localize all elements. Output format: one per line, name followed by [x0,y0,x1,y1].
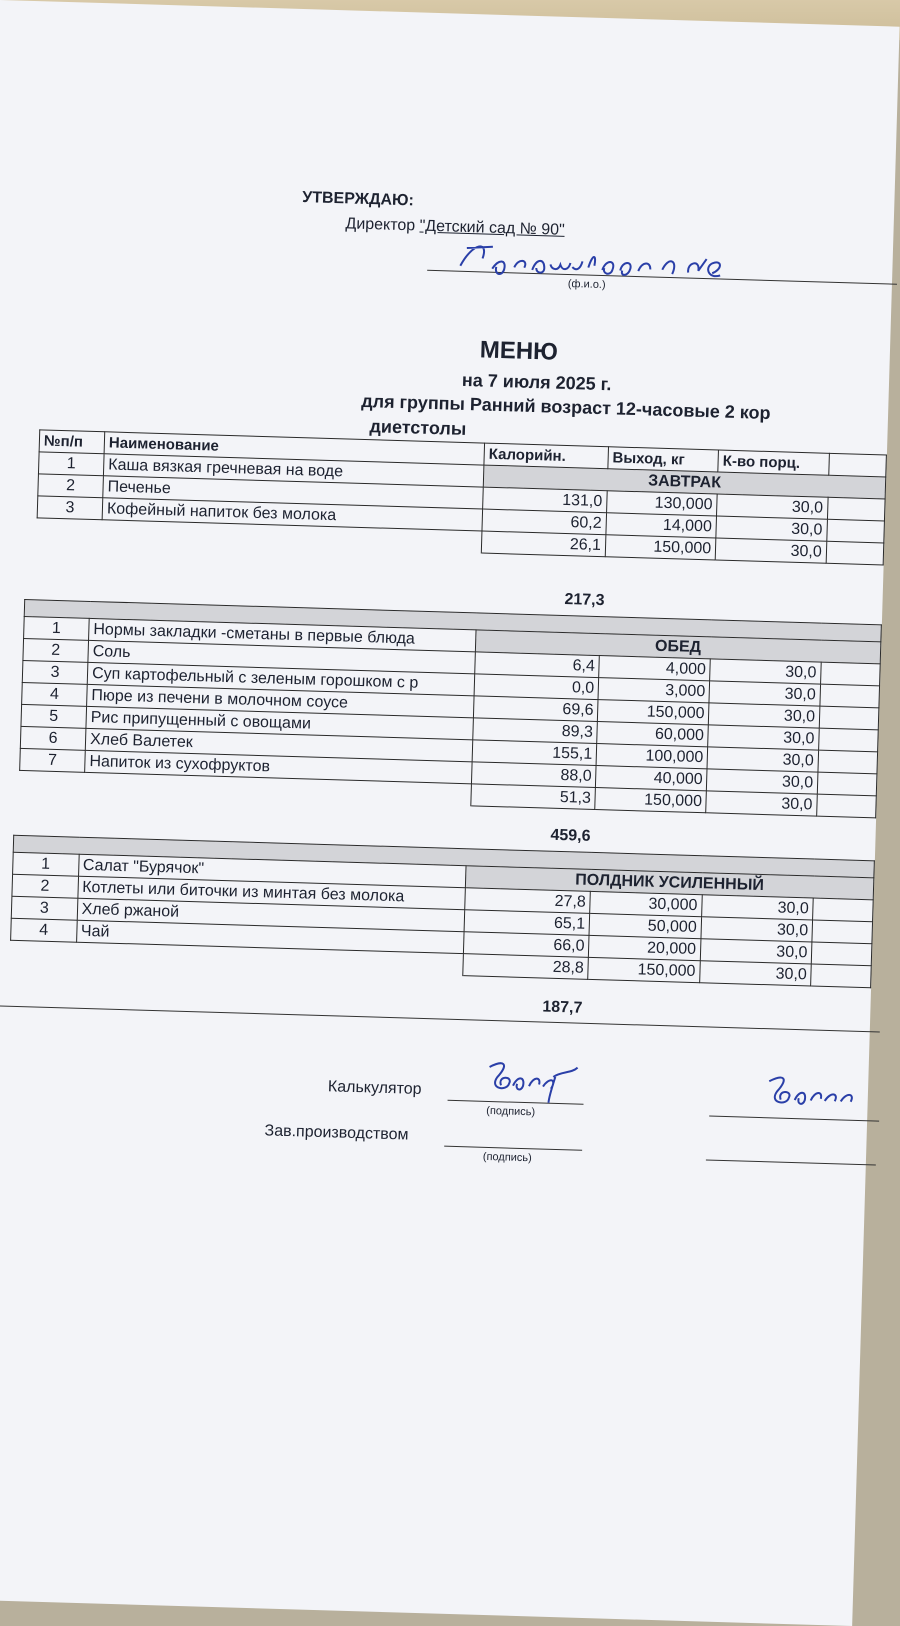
breakfast-section-row: 1 Каша вязкая гречневая на воде ЗАВТРАК [38,452,885,499]
menu-date: на 7 июля 2025 г. [461,369,612,395]
table-row: 2 Котлеты или биточки из минтая без молока 27,8 30,000 30,0 [12,874,873,922]
menu-diet: диетстолы [369,416,467,440]
lunch-total: 459,6 [550,826,591,845]
menu-title: МЕНЮ [479,336,559,366]
table-row: 26,1 150,000 30,0 [37,518,884,565]
table-row: 2 Печенье 131,0 130,000 30,0 [38,474,885,521]
second-signature [762,1069,873,1122]
table-row: 6 Хлеб Валетек 155,1 100,000 30,0 [20,726,877,773]
col-number-header: №п/п [39,430,105,454]
col-yield-header: Выход, кг [608,447,719,472]
col-name-header: Наименование [104,432,485,465]
lunch-section-row: 1 Нормы закладки -сметаны в первые блюда ОБЕД [24,616,881,663]
footer-divider [0,1005,880,1033]
table-row: 4 Чай 66,0 20,000 30,0 [11,918,872,966]
table-row: 4 Пюре из печени в молочном соусе 69,6 150,000 30,0 [22,682,879,729]
table-row: 3 Кофейный напиток без молока 60,2 14,000 30,0 [37,496,884,543]
table-row: 3 Хлеб ржаной 65,1 50,000 30,0 [11,896,872,944]
section-title: ПОЛДНИК УСИЛЕННЫЙ [465,866,873,900]
production-head-label: Зав.производством [264,1122,409,1144]
group-name: Ранний возраст 12-часовые 2 кор [469,394,771,424]
table-row: 5 Рис припущенный с овощами 89,3 60,000 30,0 [21,704,878,751]
snack-table [9,835,874,989]
calculator-sign-caption: (подпись) [486,1104,536,1119]
production-sign-caption: (подпись) [482,1150,532,1165]
production-sign-line [444,1146,582,1151]
fio-caption: (ф.и.о.) [567,277,606,292]
director-label: Директор [345,215,416,235]
production-sign-line-2 [706,1159,876,1165]
breakfast-total: 217,3 [564,591,605,610]
lunch-table [18,599,881,818]
breakfast-table [36,429,887,565]
calculator-label: Калькулятор [327,1078,422,1098]
section-title: ОБЕД [475,630,881,664]
table-row: 3 Суп картофельный с зеленым горошком с р 0,0 3,000 30,0 [22,660,879,707]
table-row: 51,3 150,000 30,0 [19,770,876,817]
director-signature [452,236,773,295]
col-calories-header: Калорийн. [484,443,608,469]
calculator-signature [482,1055,593,1108]
organization-name: "Детский сад № 90" [419,217,565,239]
table-row: 7 Напиток из сухофруктов 88,0 40,000 30,0 [20,748,877,795]
group-label: для группы [360,390,466,414]
snack-total: 187,7 [542,998,583,1017]
col-portions-header: К-во порц. [718,450,829,475]
section-title: ЗАВТРАК [483,465,885,499]
approval-heading: УТВЕРЖДАЮ: [302,189,415,210]
snack-section-row: 1 Салат "Бурячок" ПОЛДНИК УСИЛЕННЫЙ [13,852,874,900]
table-row: 2 Соль 6,4 4,000 30,0 [23,638,880,685]
table-row: 28,8 150,000 30,0 [10,940,871,988]
